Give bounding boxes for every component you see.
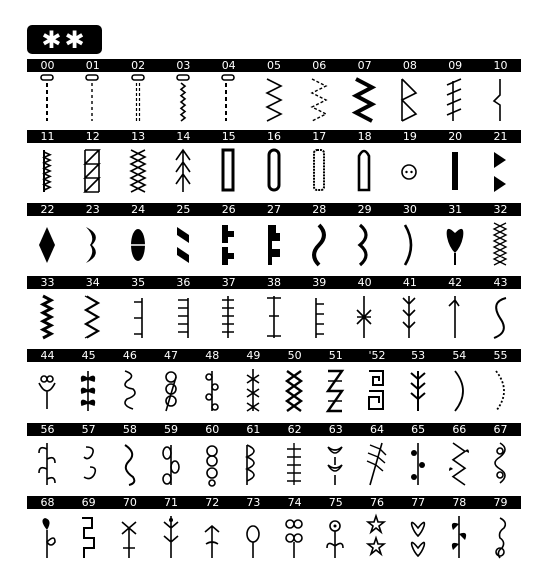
berry-stitch-icon [156,512,186,562]
stitch-number: 39 [312,276,327,289]
stitch-number: 69 [81,496,96,509]
stitch-number: 48 [205,349,220,362]
stitch-number: 44 [40,349,55,362]
stitch-number-bar [27,276,521,289]
hearts-stitch-icon [403,512,433,562]
comb-stitch-icon [168,292,198,342]
stitch-number: 56 [40,423,55,436]
bow-stitch-icon [114,512,144,562]
stitch-number: 66 [452,423,467,436]
leaf-stitch-icon [73,365,103,415]
ladder-left-stitch-icon [123,292,153,342]
fern-stitch-icon [279,439,309,489]
stitch-number: 16 [267,130,281,143]
stitch-number: 54 [452,349,467,362]
semicircle-stitch-icon [444,365,474,415]
stitch-number: 71 [164,496,179,509]
stitch-number: 18 [357,130,372,143]
stitch-number: 26 [221,203,236,216]
zig-leaf-stitch-icon [444,439,474,489]
crescent-stitch-icon [77,219,107,269]
step-stitch-icon [213,219,243,269]
branch-stitch-icon [394,292,424,342]
stitch-number: 22 [40,203,55,216]
zigzag-stitch-icon [259,75,289,125]
stitch-number: 73 [246,496,261,509]
bud-stitch-icon [238,512,268,562]
double-zigzag-stitch-icon [77,292,107,342]
tulip-stitch-icon [320,439,350,489]
button-sew-stitch-icon [394,146,424,196]
arrow-line-stitch-icon [440,292,470,342]
stitch-number: 17 [312,130,327,143]
stitch-number: 02 [131,59,146,72]
stitch-number: 29 [357,203,372,216]
stitch-number: 31 [448,203,463,216]
stitch-number: 57 [81,423,96,436]
triangle-stitch-icon [394,75,424,125]
stitch-number: 50 [287,349,302,362]
stitch-number: 77 [411,496,426,509]
slant-stitch-icon [168,219,198,269]
stitch-number: 79 [493,496,508,509]
scroll-stitch-icon [156,365,186,415]
stitch-number: 36 [176,276,191,289]
blind-hem-stitch-icon [485,75,515,125]
stitch-number: 00 [40,59,55,72]
dot-arc-stitch-icon [485,365,515,415]
stitch-number: 61 [246,423,261,436]
stitch-number: 23 [85,203,100,216]
stitch-number: 70 [122,496,137,509]
bar-tack-stitch-icon [440,146,470,196]
stitch-number: 76 [369,496,384,509]
buttonhole-keyhole-stitch-icon [349,146,379,196]
cross-loop-stitch-icon [197,365,227,415]
stitch-number: 41 [402,276,417,289]
wave-stitch-icon [304,219,334,269]
stitch-number: 21 [493,130,508,143]
tree-stitch-icon [403,365,433,415]
stitch-number: 72 [205,496,220,509]
cross-stitch-stitch-icon [123,146,153,196]
stitch-number: 45 [81,349,96,362]
triangle-box-stitch-icon [77,146,107,196]
satin-zigzag-stitch-icon [349,75,379,125]
stitch-number: 55 [493,349,508,362]
leaf-stem-stitch-icon [32,512,62,562]
buttonhole-stretch-stitch-icon [304,146,334,196]
stitch-number: 51 [328,349,343,362]
key-stitch-icon [73,512,103,562]
stitch-number: 06 [312,59,327,72]
stitch-number-bar [27,496,521,509]
scallop-stitch-icon [349,219,379,269]
feather-stitch-icon [440,75,470,125]
greek-key-stitch-icon [361,365,391,415]
leaf-chain-stitch-icon [32,439,62,489]
straight-left-stitch-icon [213,75,243,125]
stitch-number: 11 [40,130,55,143]
stitch-number-bar [27,203,521,216]
stitch-number: 09 [448,59,463,72]
stitch-number: 40 [357,276,372,289]
stitch-number-bar [27,349,521,362]
stitch-number: 47 [164,349,179,362]
stitch-number: 33 [40,276,55,289]
stitch-number: 74 [287,496,302,509]
buttonhole-round-stitch-icon [259,146,289,196]
arrow-vine-stitch-icon [197,512,227,562]
stitch-number: 10 [493,59,508,72]
flower-stitch-icon [156,439,186,489]
stitch-number: 14 [176,130,191,143]
stitch-number: 13 [131,130,146,143]
stitch-number: 34 [85,276,100,289]
stitch-number: 27 [267,203,281,216]
stitch-number: 63 [328,423,343,436]
block-stitch-icon [259,219,289,269]
ladder-center-stitch-icon [213,292,243,342]
stitch-number: 43 [493,276,508,289]
fork-stitch-icon [304,292,334,342]
stitch-number: 60 [205,423,220,436]
straight-light-stitch-icon [77,75,107,125]
asterisk-badge: ✱✱ [27,25,102,54]
s-curve-stitch-icon [485,292,515,342]
spiral-stitch-icon [73,439,103,489]
feather-leaf-stitch-icon [361,439,391,489]
stitch-number: 38 [267,276,281,289]
stitch-number: 28 [312,203,327,216]
clover-stitch-icon [279,512,309,562]
stitch-number: 75 [328,496,343,509]
diamond-stitch-icon [32,219,62,269]
stitch-number: 12 [85,130,100,143]
stretch-stitch-icon [168,75,198,125]
arc-stitch-icon [394,219,424,269]
loop-stitch-icon [114,365,144,415]
stitch-number: 65 [411,423,426,436]
stitch-number: 25 [176,203,191,216]
stitch-number: 20 [448,130,463,143]
sprig-stitch-icon [403,439,433,489]
vine-stitch-icon [32,365,62,415]
stitch-number: 58 [122,423,137,436]
stars-stitch-icon [361,512,391,562]
serpentine-stitch-icon [114,439,144,489]
stitch-number: 68 [40,496,55,509]
stitch-number: 59 [164,423,179,436]
straight-triple-stitch-icon [123,75,153,125]
stitch-number: 32 [493,203,508,216]
cross-chain-stitch-icon [485,219,515,269]
stitch-number: 19 [402,130,417,143]
oval-stitch-icon [123,219,153,269]
stitch-number: 15 [221,130,236,143]
daisy-stitch-icon [320,512,350,562]
stitch-number: 53 [411,349,426,362]
stitch-number-bar [27,59,521,72]
swirl-stitch-icon [485,512,515,562]
stitch-number-bar [27,130,521,143]
stitch-number: 08 [402,59,417,72]
figure-eight-stitch-icon [197,439,227,489]
stitch-number: 42 [448,276,463,289]
stitch-number: 78 [452,496,467,509]
heart-stitch-icon [440,219,470,269]
stitch-number: 01 [85,59,100,72]
stitch-number-bar [27,423,521,436]
star-chain-stitch-icon [238,365,268,415]
loop-chain-stitch-icon [485,439,515,489]
ivy-stitch-icon [444,512,474,562]
stitch-number: 03 [176,59,191,72]
overcast-stitch-icon [32,146,62,196]
chevron-stitch-icon [168,146,198,196]
braid-stitch-icon [279,365,309,415]
stitch-number: 67 [493,423,508,436]
three-step-zigzag-stitch-icon [304,75,334,125]
zigzag-block-stitch-icon [320,365,350,415]
stitch-number: 35 [131,276,146,289]
stitch-number: 24 [131,203,146,216]
triangle-satin-stitch-icon [485,146,515,196]
stitch-number: 30 [402,203,417,216]
stitch-number: 62 [287,423,302,436]
stitch-number: 64 [369,423,384,436]
stitch-number: 04 [221,59,236,72]
ladder-both-stitch-icon [259,292,289,342]
straight-center-stitch-icon [32,75,62,125]
stitch-number: 46 [122,349,137,362]
stitch-number: '52 [368,349,386,362]
stitch-number: 49 [246,349,261,362]
stitch-number: 07 [357,59,372,72]
stitch-number: 37 [221,276,236,289]
star-line-stitch-icon [349,292,379,342]
buttonhole-square-stitch-icon [213,146,243,196]
petal-stitch-icon [238,439,268,489]
blanket-stitch-icon [32,292,62,342]
stitch-number: 05 [267,59,281,72]
